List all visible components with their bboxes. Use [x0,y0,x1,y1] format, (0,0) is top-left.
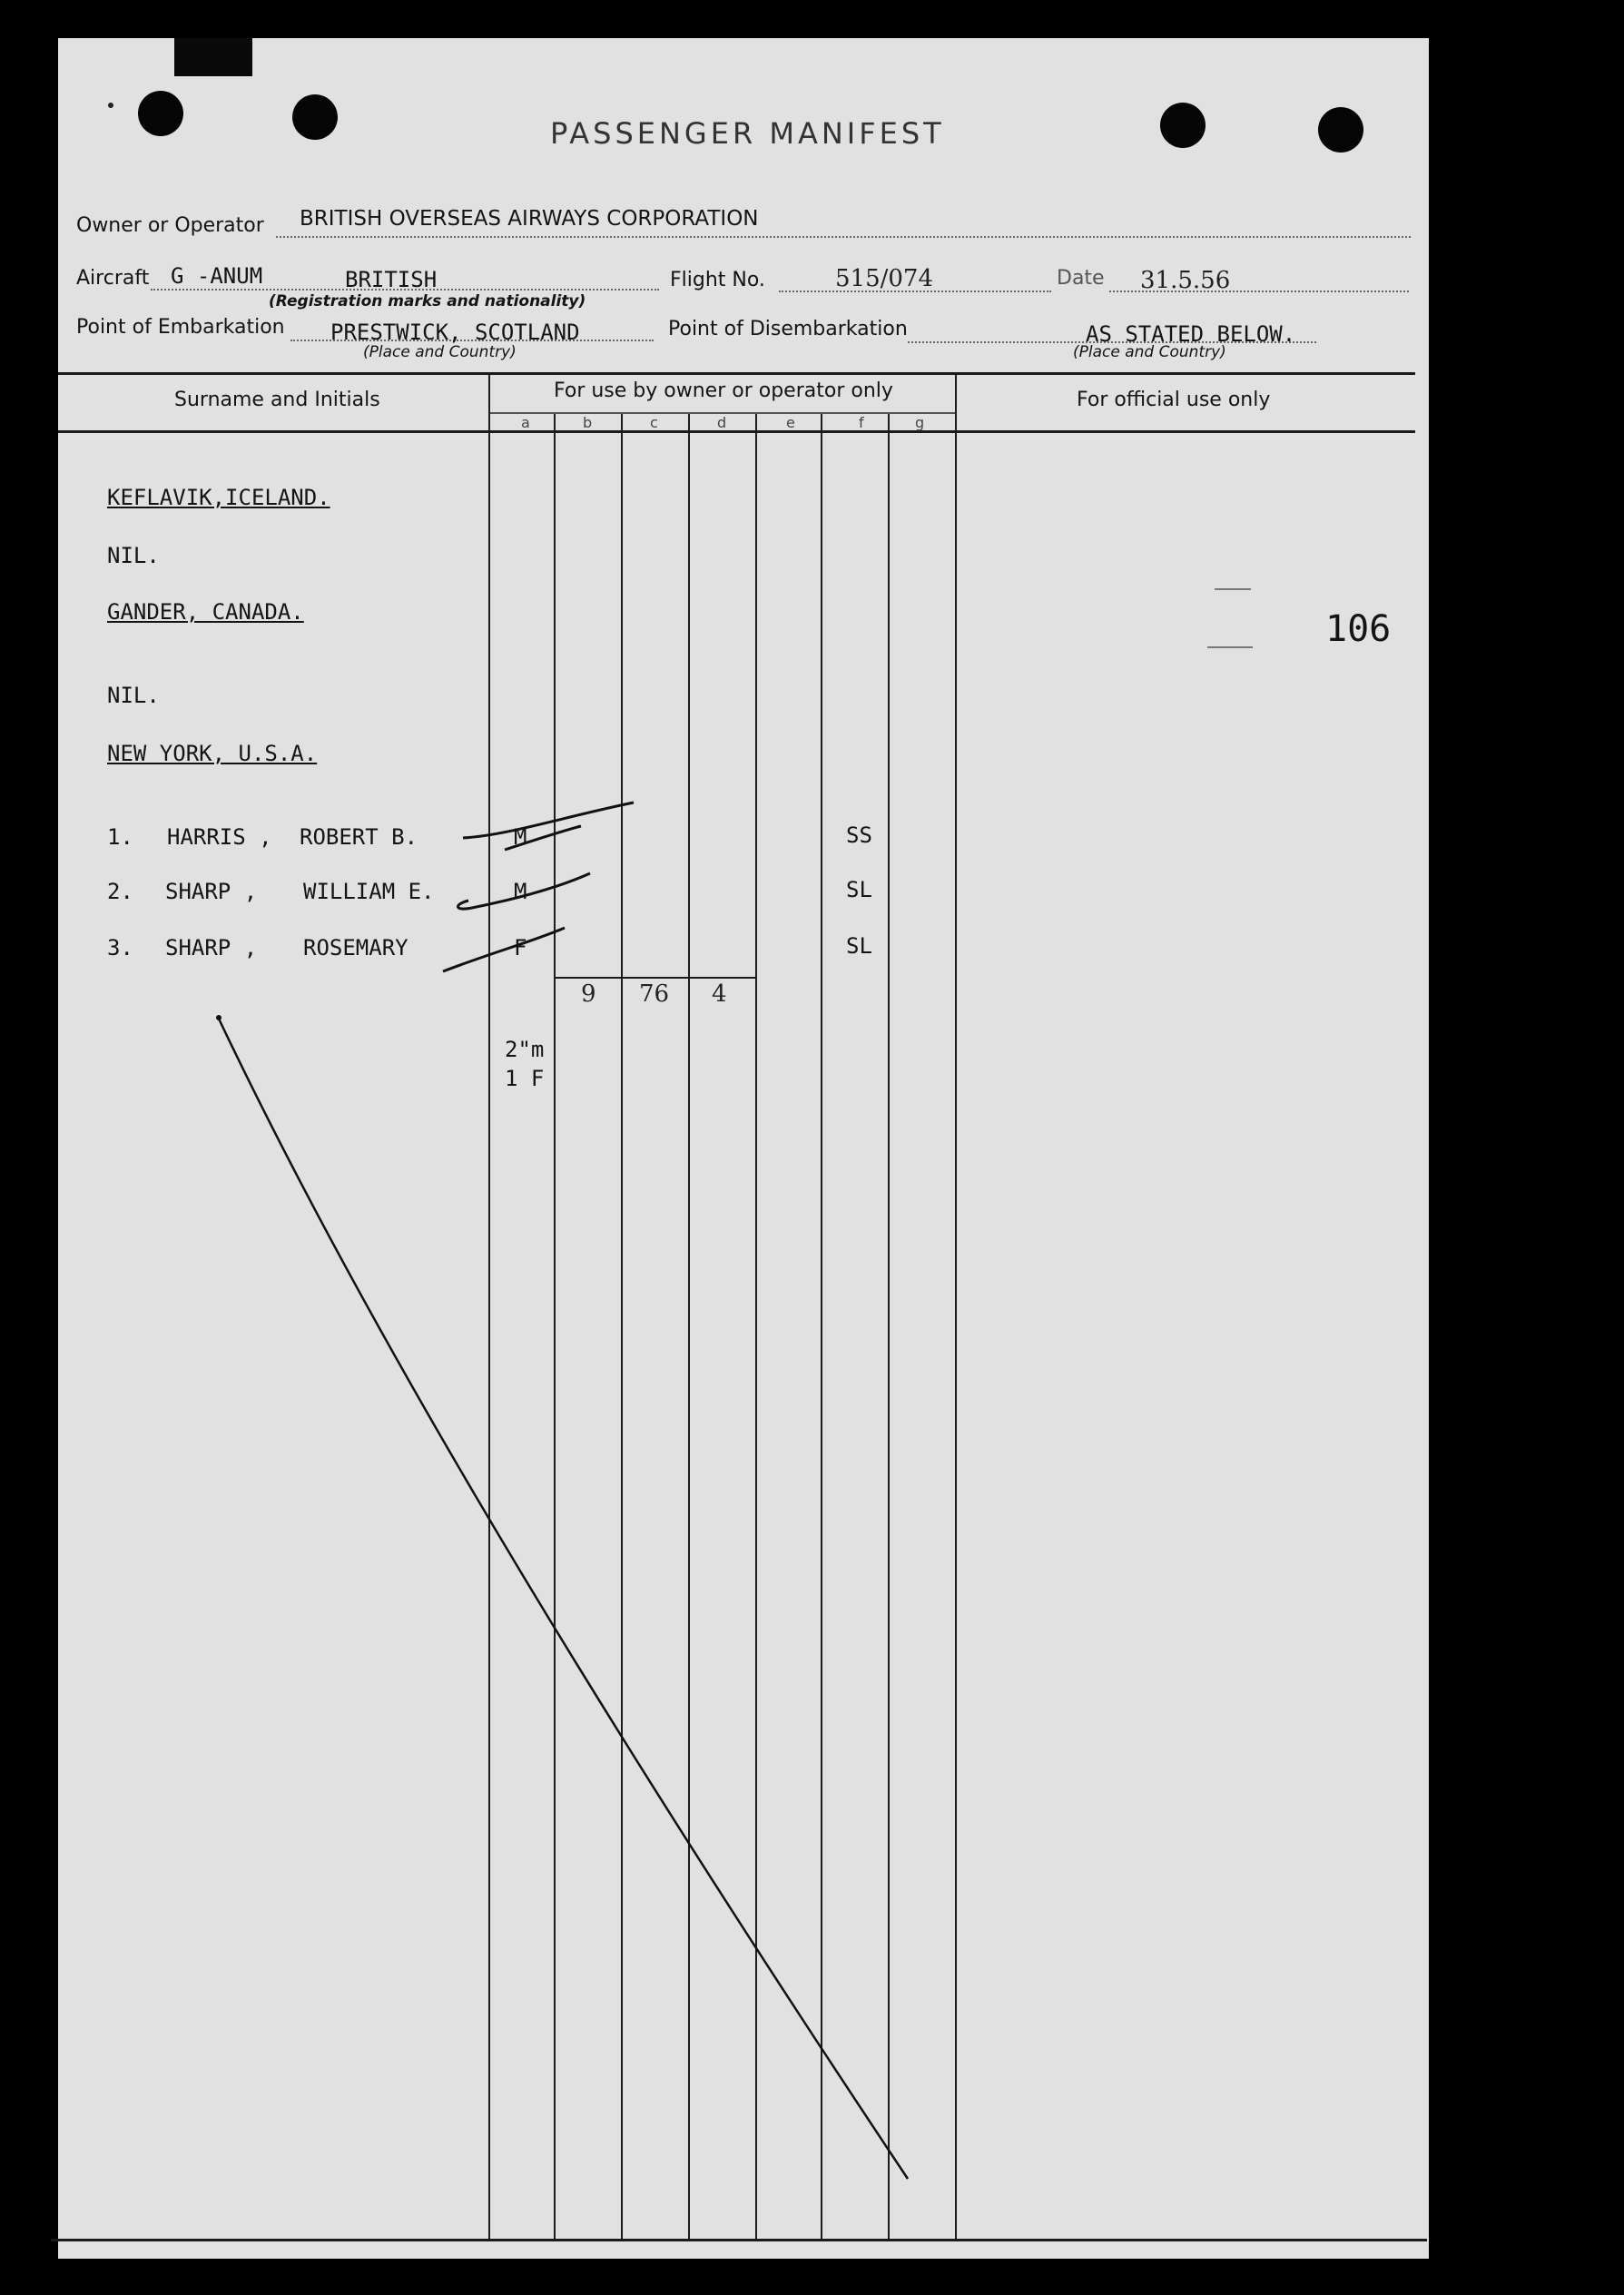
total-b: 9 [581,980,596,1008]
column-header-b: b [583,414,593,431]
table-bottom-rule [51,2239,1427,2241]
passenger-sex: M [514,824,527,850]
column-header-c: c [650,414,658,431]
column-header-d: d [717,414,727,431]
passenger-surname: SHARP , [165,879,258,904]
owner-value: BRITISH OVERSEAS AIRWAYS CORPORATION [300,207,759,231]
passenger-sex: F [514,935,527,960]
stop-keflavik: KEFLAVIK,ICELAND. [107,485,330,510]
passenger-class: SL [846,933,872,959]
stamp-smudge [1207,646,1253,648]
count-note-female: 1 F [505,1066,545,1091]
aircraft-nationality: BRITISH [345,267,438,292]
operator-header: For use by owner or operator only [554,379,893,402]
column-header-f: f [859,414,864,431]
passenger-given-name: WILLIAM E. [303,879,435,904]
punch-hole [1160,103,1206,148]
passenger-surname: HARRIS , [167,824,272,850]
column-divider [755,414,757,2241]
surname-header: Surname and Initials [174,389,380,411]
tape-mark [174,38,252,76]
column-divider [621,414,623,2241]
passenger-given-name: ROBERT B. [300,824,418,850]
disembarkation-value: AS STATED BELOW. [1086,321,1296,347]
stop-keflavik-nil: NIL. [107,543,160,568]
manifest-sheet [58,38,1429,2259]
stop-gander-nil: NIL. [107,683,160,708]
registration-note: (Registration marks and nationality) [269,292,586,310]
owner-label: Owner or Operator [76,214,264,237]
passenger-class: SL [846,877,872,902]
punch-hole [1318,107,1363,153]
passenger-number: 3. [107,935,133,960]
table-header-rule [58,430,1415,433]
count-note-male: 2"m [505,1037,545,1062]
column-divider [688,414,690,2241]
official-header: For official use only [1077,389,1271,411]
disembarkation-place-note: (Place and Country) [1073,343,1226,361]
embarkation-label: Point of Embarkation [76,316,285,339]
passenger-sex: M [514,879,527,904]
total-d: 4 [712,980,727,1008]
column-divider [554,414,556,2241]
passenger-surname: SHARP , [165,935,258,960]
column-header-g: g [915,414,925,431]
flight-value: 515/074 [835,265,934,292]
punch-hole [292,94,338,140]
stop-new-york: NEW YORK, U.S.A. [107,741,318,766]
column-divider [488,374,490,2241]
column-divider [888,414,890,2241]
embarkation-place-note: (Place and Country) [363,343,517,361]
passenger-class: SS [846,822,872,848]
flight-label: Flight No. [670,269,765,291]
column-divider [955,374,957,2241]
date-label: Date [1057,267,1105,290]
passenger-number: 1. [107,824,133,850]
owner-dotted-line [276,236,1411,238]
stop-gander: GANDER, CANADA. [107,599,304,625]
passenger-given-name: ROSEMARY [303,935,408,960]
aircraft-value: G -ANUM [171,263,263,289]
page-number-stamp: 106 [1325,608,1392,650]
table-top-rule [58,372,1415,375]
disembarkation-label: Point of Disembarkation [668,318,908,340]
stamp-smudge [1215,588,1251,590]
total-c: 76 [639,980,670,1008]
date-value: 31.5.56 [1140,267,1231,294]
punch-hole [138,91,183,136]
totals-rule [556,977,755,979]
form-title: PASSENGER MANIFEST [550,116,945,151]
passenger-number: 2. [107,879,133,904]
column-divider [821,414,822,2241]
embarkation-value: PRESTWICK, SCOTLAND [330,320,580,345]
column-header-a: a [521,414,530,431]
column-header-e: e [786,414,795,431]
aircraft-label: Aircraft [76,267,150,290]
